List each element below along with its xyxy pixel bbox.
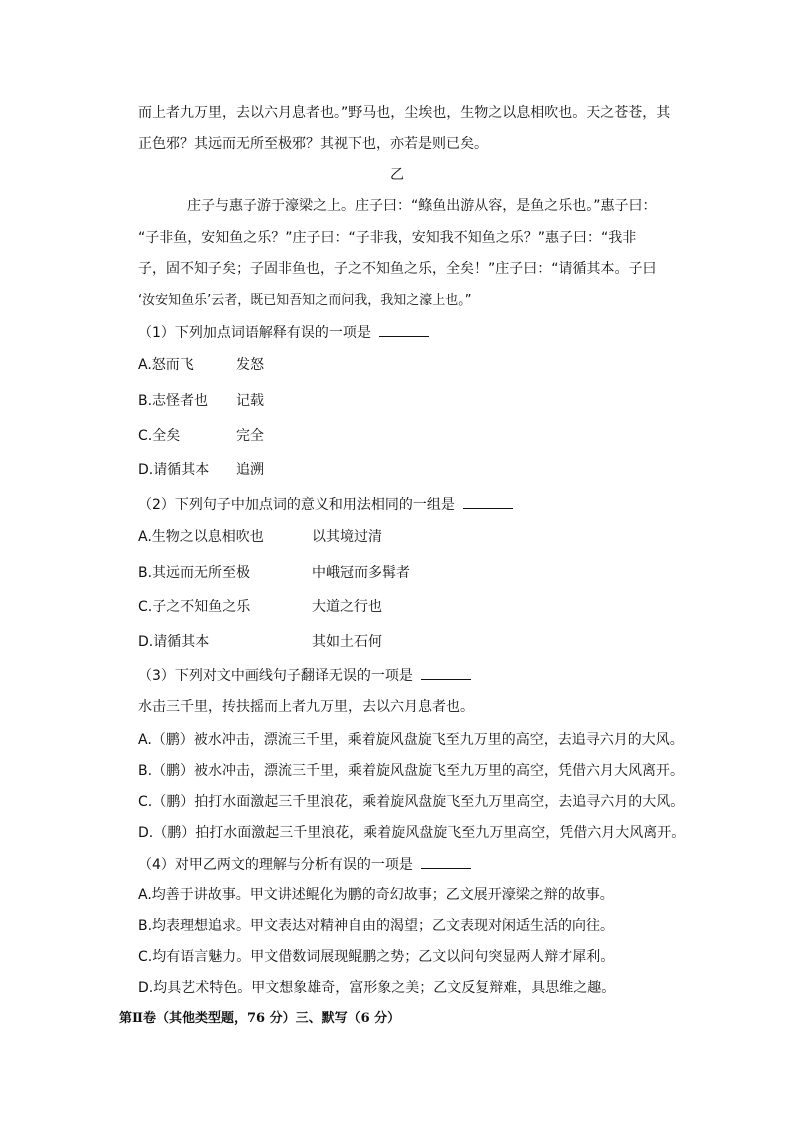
question-3-stem — [138, 666, 471, 685]
passage-b-line: ‘汝安知鱼乐’云者，既已知吾知之而问我，我知之濠上也。” — [138, 293, 472, 308]
option-answer: 其如土石何 — [312, 634, 382, 650]
option-answer: 以其境过清 — [312, 529, 382, 545]
question-stem-text: （1）下列加点词语解释有误的一项是 — [138, 325, 371, 341]
passage-b-line: 庄子与惠子游于濠梁之上。庄子曰：“鲦鱼出游从容，是鱼之乐也。”惠子曰： — [187, 198, 657, 214]
answer-blank[interactable] — [421, 666, 471, 680]
q4-option-b[interactable]: B.均表理想追求。甲文表达对精神自由的渴望；乙文表现对闲适生活的向往。 — [138, 918, 615, 934]
section-heading: 第Ⅱ卷（其他类型题，76 分）三、默写（6 分） — [119, 1011, 401, 1026]
option-label: B.其远而无所至极 — [138, 565, 251, 581]
passage-b-line: “子非鱼，安知鱼之乐？”庄子曰：“子非我，安知我不知鱼之乐？”惠子曰：“我非 — [138, 230, 637, 246]
q1-option-c[interactable] — [138, 427, 264, 445]
q4-option-d[interactable]: D.均具艺术特色。甲文想象雄奇，富形象之美；乙文反复辩难，具思维之趣。 — [138, 980, 616, 996]
option-answer: 大道之行也 — [312, 599, 382, 615]
q1-option-b[interactable] — [138, 392, 264, 410]
q1-option-a[interactable] — [138, 356, 264, 374]
option-answer: 完全 — [236, 428, 264, 444]
answer-blank[interactable] — [421, 855, 471, 869]
q4-option-a[interactable]: A.均善于讲故事。甲文讲述鲲化为鹏的奇幻故事；乙文展开濠梁之辩的故事。 — [138, 887, 614, 903]
q1-option-d[interactable] — [138, 461, 264, 479]
answer-blank[interactable] — [463, 495, 513, 509]
option-answer: 记载 — [236, 393, 264, 409]
option-label: C.子之不知鱼之乐 — [138, 599, 251, 615]
q3-sentence: 水击三千里，抟扶摇而上者九万里，去以六月息者也。 — [138, 699, 474, 715]
q3-option-a[interactable]: A.（鹏）被水冲击，漂流三千里，乘着旋风盘旋飞至九万里的高空，去追寻六月的大风。 — [138, 732, 684, 748]
q2-option-a[interactable] — [138, 528, 382, 546]
answer-blank[interactable] — [379, 323, 429, 337]
option-label: B.志怪者也 — [138, 393, 209, 409]
q2-option-c[interactable] — [138, 598, 382, 616]
question-stem-text: （2）下列句子中加点词的意义和用法相同的一组是 — [138, 497, 455, 513]
question-stem-text: （4）对甲乙两文的理解与分析有误的一项是 — [138, 857, 413, 873]
question-4-stem — [138, 855, 471, 874]
option-label: D.请循其本 — [138, 634, 210, 650]
option-answer: 发怒 — [236, 357, 264, 373]
option-answer: 追溯 — [236, 462, 264, 478]
passage-a-line: 正色邪？其远而无所至极邪？其视下也，亦若是则已矣。 — [138, 136, 488, 152]
q2-option-b[interactable] — [138, 564, 410, 582]
option-answer: 中峨冠而多髯者 — [312, 565, 410, 581]
option-label: D.请循其本 — [138, 462, 210, 478]
passage-a-line: 而上者九万里，去以六月息者也。”野马也，尘埃也，生物之以息相吹也。天之苍苍，其 — [138, 105, 671, 121]
q3-option-c[interactable]: C.（鹏）拍打水面激起三千里浪花，乘着旋风盘旋飞至九万里高空，去追寻六月的大风。 — [138, 794, 685, 810]
q2-option-d[interactable] — [138, 633, 382, 651]
q3-option-b[interactable]: B.（鹏）被水冲击，漂流三千里，乘着旋风盘旋飞至九万里的高空，凭借六月大风离开。 — [138, 763, 685, 779]
question-1-stem — [138, 323, 429, 342]
option-label: A.生物之以息相吹也 — [138, 529, 264, 545]
q4-option-c[interactable]: C.均有语言魅力。甲文借数词展现鲲鹏之势；乙文以问句突显两人辩才犀利。 — [138, 949, 615, 965]
question-stem-text: （3）下列对文中画线句子翻译无误的一项是 — [138, 668, 413, 684]
passage-b-title: 乙 — [390, 167, 404, 183]
option-label: C.全矣 — [138, 428, 181, 444]
question-2-stem — [138, 495, 513, 514]
passage-b-line: 子，固不知子矣；子固非鱼也，子之不知鱼之乐，全矣！”庄子曰：“请循其本。子曰 — [138, 261, 657, 277]
option-label: A.怒而飞 — [138, 357, 194, 373]
q3-option-d[interactable]: D.（鹏）拍打水面激起三千里浪花，乘着旋风盘旋飞至九万里高空，凭借六月大风离开。 — [138, 825, 686, 841]
